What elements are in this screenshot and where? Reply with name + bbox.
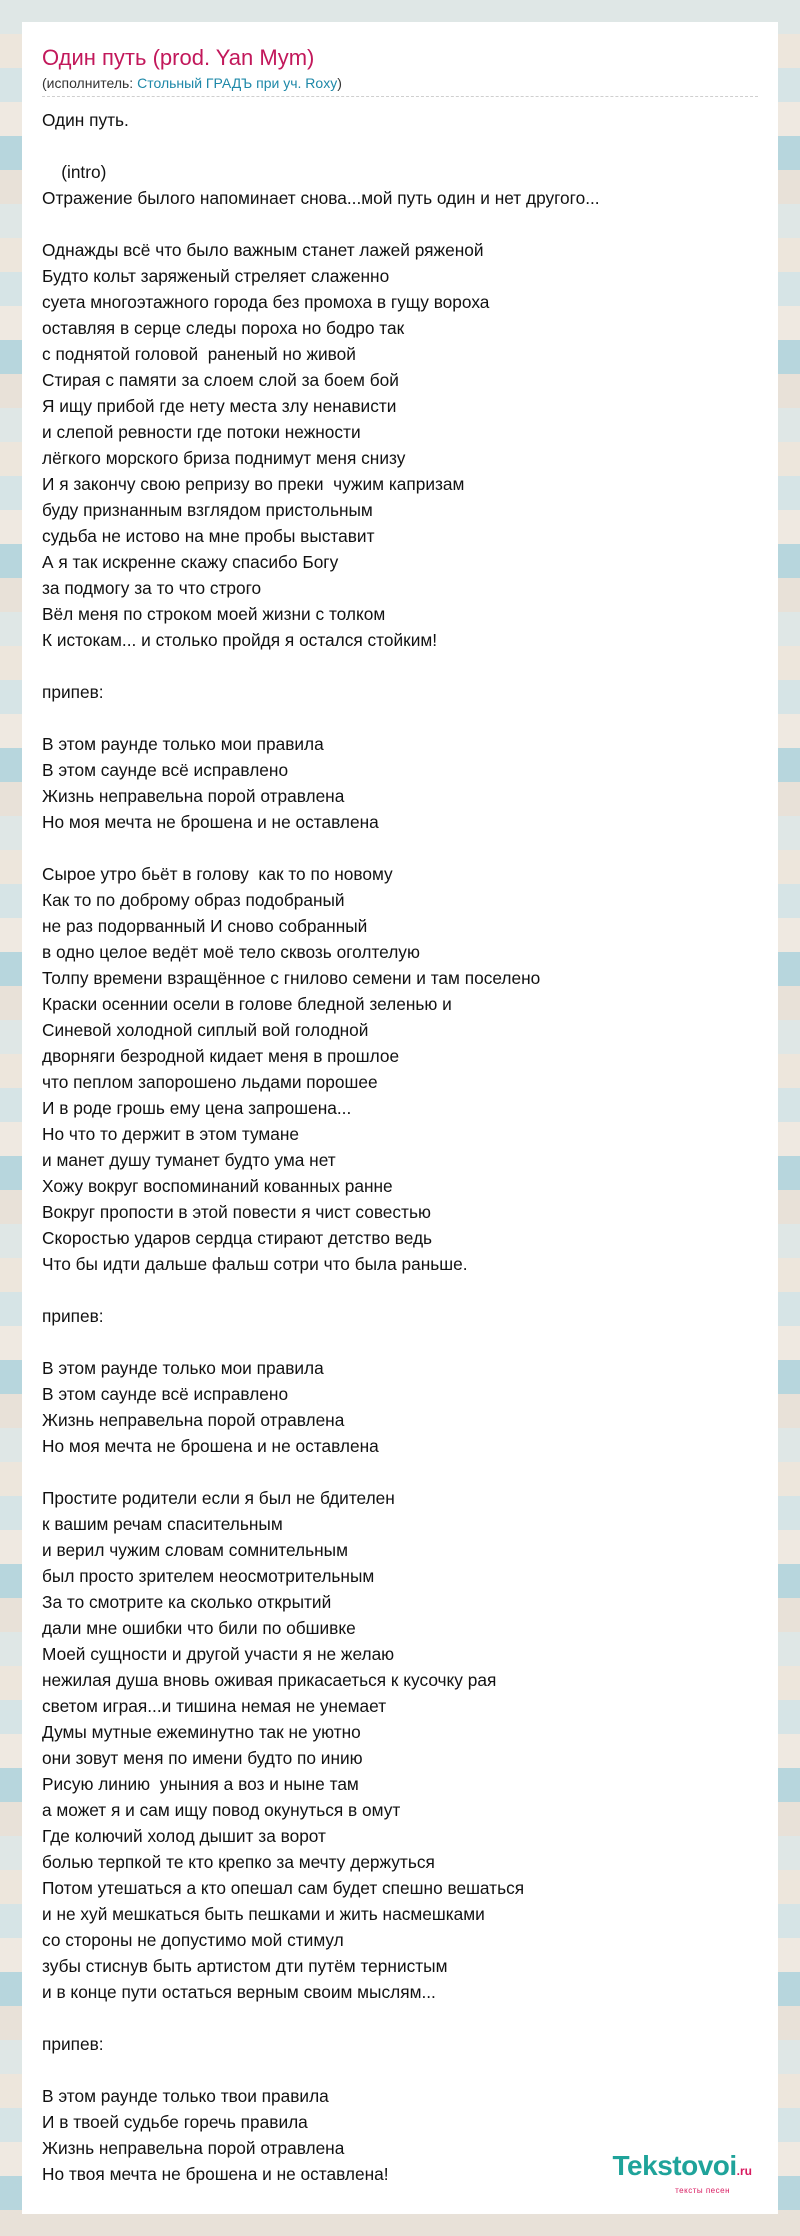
performer-line [42,74,758,97]
logo-wordmark [613,2152,752,2185]
performer-link[interactable]: Стольный ГРАДЪ при уч. Roxy [137,75,338,91]
lyrics-text: Один путь. (intro) Отражение былого напоминает снова...мой путь один и нет другого... Однажды всё что было важным станет лажей ряженой Будто кольт заряженый стреляет слаженно суета многоэтажного города без промоха в гущу вороха оставляя в серце следы пороха но бодро так с поднятой головой раненый но живой Стирая с памяти за слоем слой за боем бой Я ищу прибой где нету места злу ненависти и слепой ревности где потоки нежности лёгкого морского бриза поднимут меня снизу И я закончу свою репризу во преки чужим капризам буду признанным взглядом пристольным судьба не истово на мне пробы выставит А я так искренне скажу спасибо Богу за подмогу за то что строго Вёл меня по строком моей жизни с толком К истокам... и столько пройдя я остался стойким! припев: В этом раунде только мои правила В этом саунде всё исправлено Жизнь неправельна порой отравлена Но моя мечта не брошена и не оставлена Сырое утро бьёт в голову как то по новому Как то по доброму образ подобраный не раз подорванный И сново собранный в одно целое ведёт моё тело сквозь оголтелую Толпу времени взращённое с гнилово семени и там поселено Краски осеннии осели в голове бледной зеленью и Синевой холодной сиплый вой голодной дворняги безродной кидает меня в прошлое что пеплом запорошено льдами порошее И в роде грошь ему цена запрошена... Но что то держит в этом тумане и манет душу туманет будто ума нет Хожу вокруг воспоминаний кованных ранне Вокруг пропости в этой повести я чист совестью Скоростью ударов сердца стирают детство ведь Что бы идти дальше фальш сотри что была раньше. припев: В этом раунде только мои правила В этом саунде всё исправлено Жизнь неправельна порой отравлена Но моя мечта не брошена и не оставлена Простите родители если я был не бдителен к вашим речам спасительным и верил чужим словам сомнительным был просто зрителем неосмотрительным За то смотрите ка сколько открытий дали мне ошибки что били по обшивке Моей сущности и другой участи я не желаю нежилая душа вновь оживая прикасаеться к кусочку рая светом играя...и тишина немая не унемает Думы мутные ежеминутно так не уютно они зовут меня по имени будто по инию Рисую линию уныния а воз и ныне там а может я и сам ищу повод окунуться в омут Где колючий холод дышит за ворот болью терпкой те кто крепко за мечту держуться Потом утешаться а кто опешал сам будет спешно вешаться и не хуй мешкаться быть пешками и жить насмешками со стороны не допустимо мой стимул зубы стиснув быть артистом дти путём тернистым и в конце пути остаться верным своим мыслям... припев: В этом раунде только твои правила И в твоей судьбе горечь правила Жизнь неправельна порой отравлена Но твоя мечта не брошена и не оставлена! [42,110,600,2184]
logo-name: Tekstovoi [612,2150,737,2181]
song-title: Один путь (prod. Yan Mym) [42,45,315,70]
site-logo[interactable] [613,2152,752,2196]
performer-suffix: ) [337,75,342,91]
logo-tagline: тексты песен [675,2186,730,2195]
performer-prefix: (исполнитель: [42,75,138,91]
lyrics-card [22,22,778,2214]
logo-suffix: .ru [736,2164,752,2178]
